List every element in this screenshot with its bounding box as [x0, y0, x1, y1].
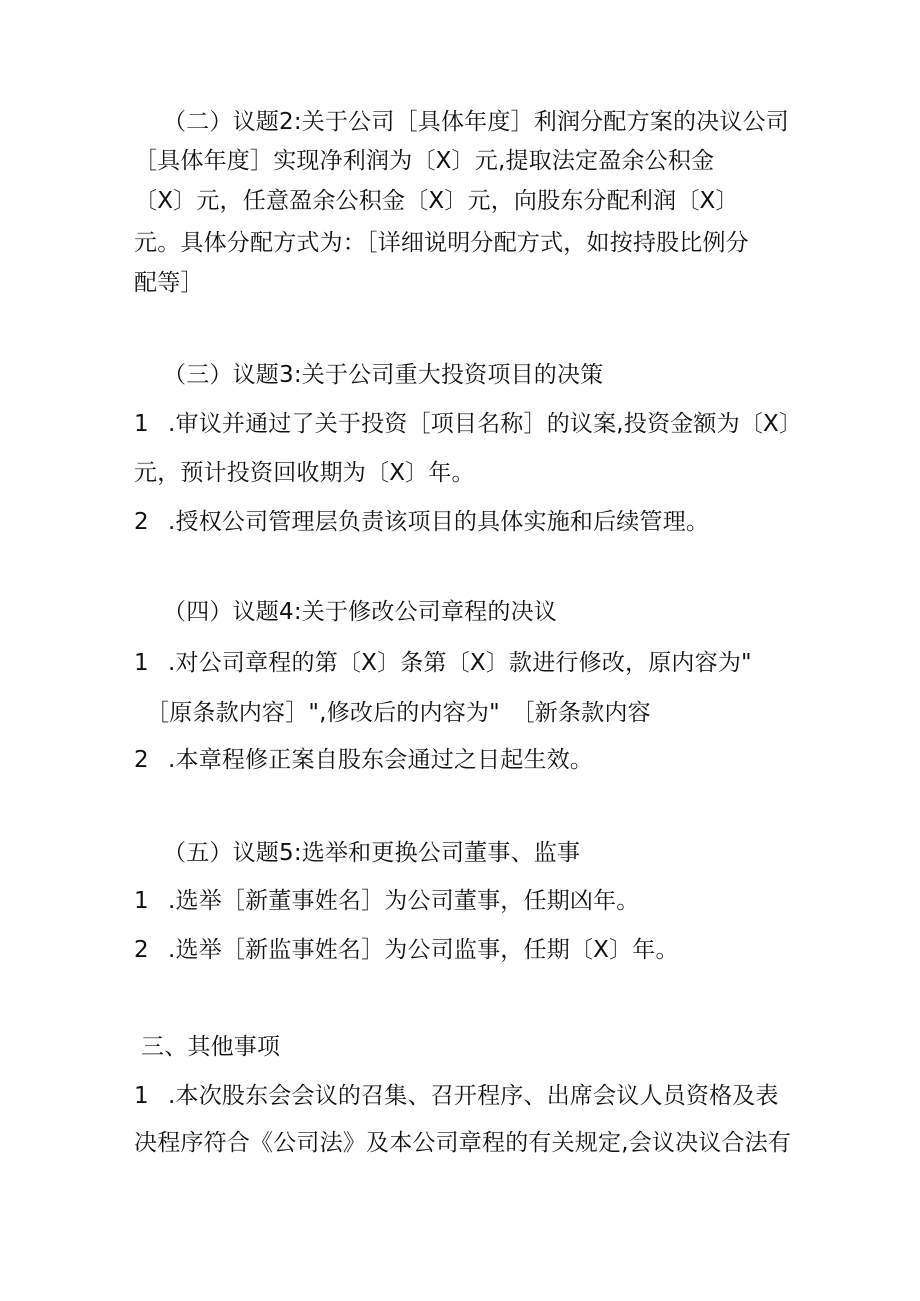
item-text: .本次股东会会议的召集、召开程序、出席会议人员资格及表	[168, 1083, 779, 1109]
topic4-heading: （四）议题4:关于修改公司章程的决议	[163, 599, 557, 625]
topic4-item	[134, 648, 752, 678]
item-text: .本章程修正案自股东会通过之日起生效。	[168, 747, 594, 773]
topic5-heading: （五）议题5:选举和更换公司董事、监事	[163, 840, 581, 866]
topic2-line: ［具体年度］实现净利润为〔X〕元,提取法定盈余公积金	[134, 148, 715, 174]
item-number: 2	[134, 937, 149, 963]
topic2-line: 配等］	[134, 270, 204, 296]
item-text: .授权公司管理层负责该项目的具体实施和后续管理。	[168, 509, 710, 535]
section3-item-continuation: 决程序符合《公司法》及本公司章程的有关规定,会议决议合法有	[134, 1130, 792, 1156]
item-number: 1	[134, 650, 149, 676]
topic2-line: 〔X〕元，任意盈余公积金〔X〕元，向股东分配利润〔X〕	[134, 188, 739, 214]
topic3-heading: （三）议题3:关于公司重大投资项目的决策	[163, 362, 604, 388]
item-number: 1	[134, 888, 149, 914]
topic5-item	[134, 886, 640, 916]
section3-item	[134, 1081, 779, 1111]
item-text: .选举［新监事姓名］为公司监事，任期〔X〕年。	[168, 937, 679, 963]
item-text: .对公司章程的第〔X〕条第〔X〕款进行修改，原内容为"	[168, 650, 752, 676]
item-number: 1	[134, 1083, 149, 1109]
item-number: 2	[134, 747, 149, 773]
topic2-heading: （二）议题2:关于公司［具体年度］利润分配方案的决议公司	[163, 109, 789, 135]
topic2-line: 元。具体分配方式为：［详细说明分配方式，如按持股比例分	[134, 230, 749, 256]
topic3-item	[134, 507, 709, 537]
topic5-item	[134, 935, 679, 965]
item-text: .选举［新董事姓名］为公司董事，任期凶年。	[168, 888, 640, 914]
topic4-item	[134, 745, 593, 775]
item-number: 1	[134, 411, 149, 437]
item-text: .审议并通过了关于投资［项目名称］的议案,投资金额为〔X〕	[168, 411, 803, 437]
item-number: 2	[134, 509, 149, 535]
topic3-item-continuation: 元，预计投资回收期为〔X〕年。	[134, 460, 475, 486]
section3-heading: 三、其他事项	[141, 1034, 281, 1060]
topic4-item-continuation: ［原条款内容］",修改后的内容为" ［新条款内容	[146, 700, 651, 726]
topic3-item	[134, 409, 802, 439]
